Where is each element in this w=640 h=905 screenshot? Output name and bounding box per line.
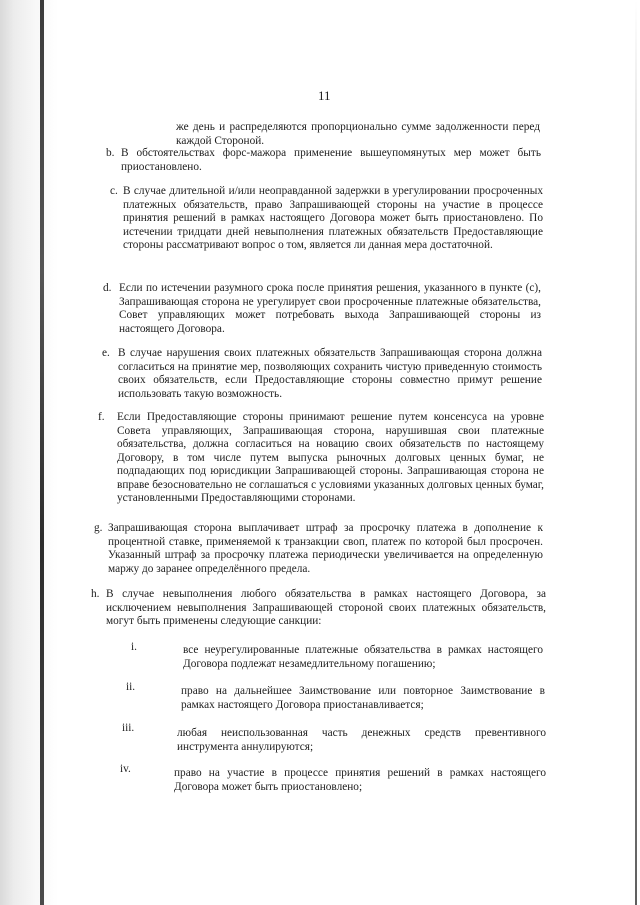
scan-binding-line <box>40 0 44 905</box>
item-marker-h: h. <box>91 588 100 600</box>
subitem-text-iii: любая неиспользованная часть денежных средств превентивного инструмента аннулируются; <box>177 727 546 753</box>
subitem-marker-ii: ii. <box>126 681 136 693</box>
item-marker-e: e. <box>102 347 110 359</box>
continuation-paragraph: же день и распределяются пропорционально сумме задолженности перед каждой Стороной. <box>176 121 540 147</box>
subitem-marker-iii: iii. <box>122 722 135 734</box>
scan-left-shadow <box>0 0 58 905</box>
subitem-text-iv: право на участие в процессе принятия решений в рамках настоящего Договора может быть приостановлено; <box>174 767 546 793</box>
subitem-marker-i: i. <box>131 641 137 653</box>
item-text-h: В случае невыполнения любого обязательства в рамках настоящего Договора, за исключением невыполнения Запрашивающей стороной своих платежных обязательств, могут быть применены следующие санкции: <box>106 588 546 627</box>
page-number: 11 <box>318 88 331 103</box>
item-marker-f: f. <box>98 411 105 423</box>
item-text-d: Если по истечении разумного срока после принятия решения, указанного в пункте (с), Запрашивающая сторона не урегулирует свои просроченные платежные обязательства, Совет управляющих может потребовать выхода Запрашивающей стороны из настоящего Договора. <box>119 282 541 335</box>
item-text-e: В случае нарушения своих платежных обязательств Запрашивающая сторона должна согласиться на принятие мер, позволяющих сохранить чистую приведенную стоимость своих обязательств, если Предоставляющие стороны совместно примут решение использовать такую возможность. <box>118 347 542 400</box>
subitem-text-ii: право на дальнейшее Заимствование или повторное Заимствование в рамках настоящего Договора приостанавливается; <box>181 685 545 711</box>
item-marker-d: d. <box>103 282 112 294</box>
item-marker-g: g. <box>94 522 103 534</box>
item-text-g: Запрашивающая сторона выплачивает штраф за просрочку платежа в дополнение к процентной ставке, применяемой к транзакции своп, платеж по которой был просрочен. Указанный штраф за просрочку платежа периодически увеличивается на определенную маржу до заранее определённого предела. <box>108 522 543 575</box>
item-marker-c: c. <box>110 185 118 197</box>
item-text-c: В случае длительной и/или неоправданной задержки в урегулировании просроченных платежных обязательств, право Запрашивающей стороны на участие в процессе принятия решений в рамках настоящего Договора может быть приостановлено. По истечении тридцати дней невыполнения платежных обязательств Предоставляющие стороны рассматривают вопрос о том, является ли данная мера достаточной. <box>123 185 543 251</box>
scan-right-edge <box>635 0 637 905</box>
subitem-text-i: все неурегулированные платежные обязательства в рамках настоящего Договора подлежат незамедлительному погашению; <box>183 644 543 670</box>
item-marker-b: b. <box>106 147 115 159</box>
item-text-b: В обстоятельствах форс-мажора применение вышеупомянутых мер может быть приостановлено. <box>121 147 541 173</box>
item-text-f: Если Предоставляющие стороны принимают решение путем консенсуса на уровне Совета управляющих, Запрашивающая сторона, нарушившая свои платежные обязательства, должна согласиться на новацию своих обязательств по настоящему Договору, в том числе путем выпуска рыночных долговых ценных бумаг, не подпадающих под юрисдикции Запрашивающей стороны. Запрашивающая сторона не вправе безосновательно не соглашаться с условиями указанных долговых ценных бумаг, установленными Предоставляющими сторонами. <box>117 411 544 504</box>
subitem-marker-iv: iv. <box>120 763 131 775</box>
